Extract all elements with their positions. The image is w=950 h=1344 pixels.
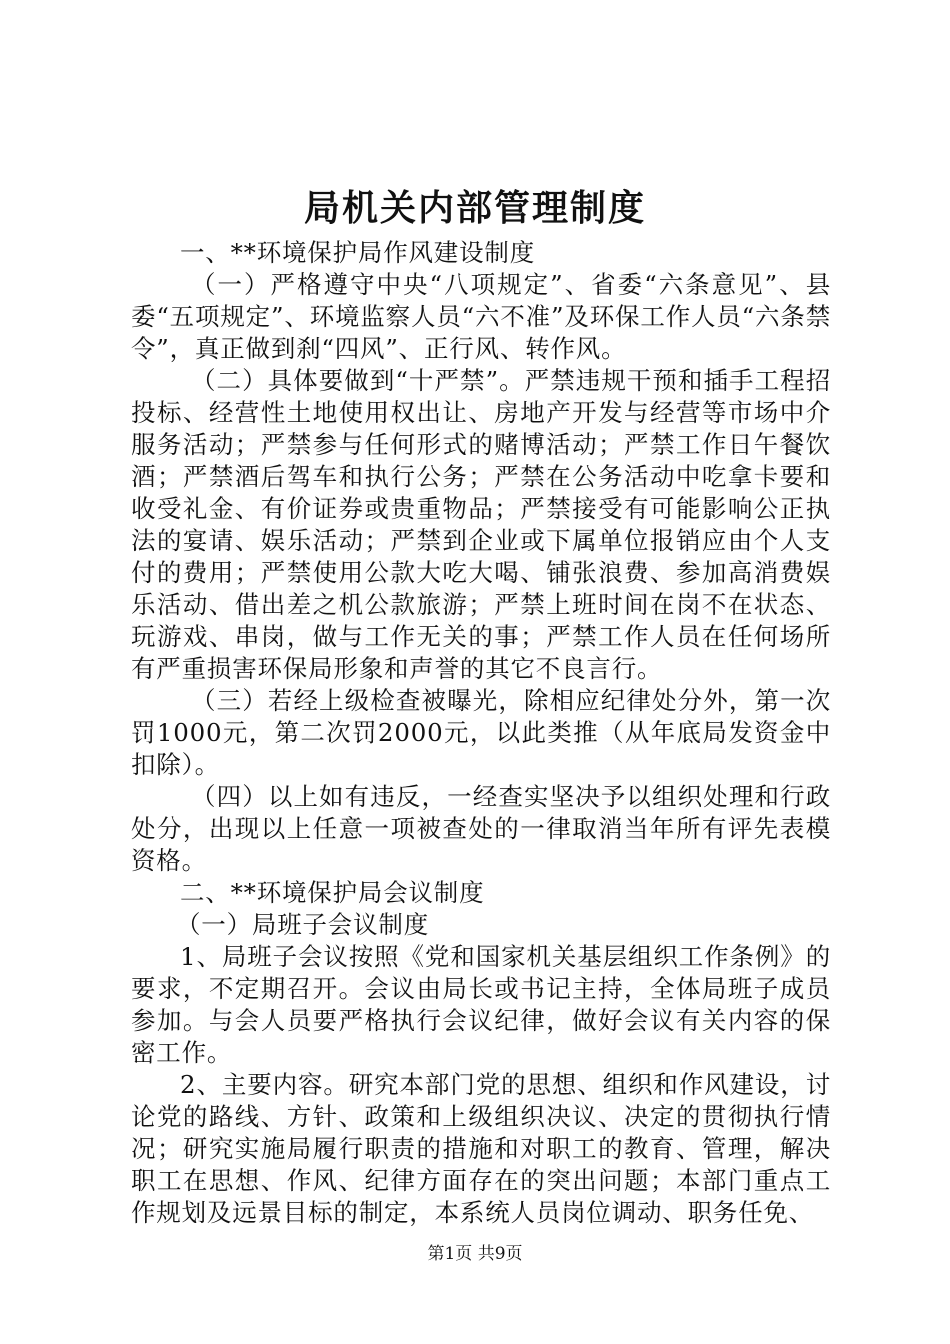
page-number: 第1页 共9页	[427, 1244, 523, 1264]
section-heading: 一、**环境保护局作风建设制度	[180, 238, 535, 267]
section-heading: 二、**环境保护局会议制度	[180, 878, 485, 907]
paragraph: 1、局班子会议按照《党和国家机关基层组织工作条例》的要求，不定期召开。会议由局长或书记主持，全体局班子成员参加。与会人员要严格执行会议纪律，做好会议有关内容的保密工作。	[131, 942, 831, 1067]
paragraph: （一）严格遵守中央“八项规定”、省委“六条意见”、县委“五项规定”、环境监察人员“六不准”及环保工作人员“六条禁令”，真正做到刹“四风”、正行风、转作风。	[131, 270, 831, 363]
paragraph: 2、主要内容。研究本部门党的思想、组织和作风建设，讨论党的路线、方针、政策和上级组织决议、决定的贯彻执行情况；研究实施局履行职责的措施和对职工的教育、管理，解决职工在思想、作风、纪律方面存在的突出问题；本部门重点工作规划及远景目标的制定，本系统人员岗位调动、职务任免、	[131, 1070, 831, 1227]
paragraph: （二）具体要做到“十严禁”。严禁违规干预和插手工程招投标、经营性土地使用权出让、房地产开发与经营等市场中介服务活动；严禁参与任何形式的赌博活动；严禁工作日午餐饮酒；严禁酒后驾车和执行公务；严禁在公务活动中吃拿卡要和收受礼金、有价证券或贵重物品；严禁接受有可能影响公正执法的宴请、娱乐活动；严禁到企业或下属单位报销应由个人支付的费用；严禁使用公款大吃大喝、铺张浪费、参加高消费娱乐活动、借出差之机公款旅游；严禁上班时间在岗不在状态、玩游戏、串岗，做与工作无关的事；严禁工作人员在任何场所有严重损害环保局形象和声誉的其它不良言行。	[131, 366, 831, 683]
paragraph: （三）若经上级检查被曝光，除相应纪律处分外，第一次罚1000元，第二次罚2000元，以此类推（从年底局发资金中扣除）。	[131, 686, 831, 779]
document-body	[131, 237, 831, 1229]
document-title: 局机关内部管理制度	[303, 187, 646, 229]
paragraph: （四）以上如有违反，一经查实坚决予以组织处理和行政处分，出现以上任意一项被查处的一律取消当年所有评先表模资格。	[131, 782, 831, 875]
subsection-heading: （一）局班子会议制度	[176, 910, 429, 939]
